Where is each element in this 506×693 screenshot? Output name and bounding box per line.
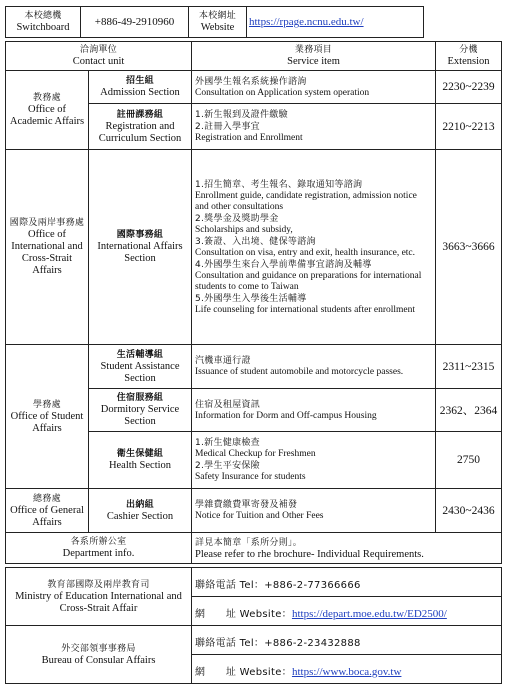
switchboard-table: [5, 6, 424, 38]
header-row: [6, 42, 502, 71]
office-academic-affairs: 教務處 Office of Academic Affairs: [6, 71, 89, 150]
office-student-affairs: 學務處 Office of Student Affairs: [6, 345, 89, 489]
department-service: 詳見本簡章「系所分則」。 Please refer to rhe brochure- Individual Requirements.: [192, 533, 502, 564]
extension-dormitory: 2362、2364: [436, 389, 502, 432]
service-health: 1.新生健康檢查 Medical Checkup for Freshmen 2.學生平安保險 Safety Insurance for students: [192, 432, 436, 489]
boca-website-link[interactable]: https://www.boca.gov.tw: [291, 665, 402, 678]
ministry-of-education: 教育部國際及兩岸教育司 Ministry of Education International and Cross-Strait Affair: [6, 568, 192, 626]
office-international-affairs: 國際及兩岸事務處 Office of International and Cross-Strait Affairs: [6, 150, 89, 345]
service-dormitory: 住宿及租屋資訊 Information for Dorm and Off-campus Housing: [192, 389, 436, 432]
website-label: 本校網址 Website: [189, 7, 247, 38]
office-general-affairs: 總務處 Office of General Affairs: [6, 489, 89, 533]
header-service-item: 業務項目 Service item: [192, 42, 436, 71]
service-international: 1.招生簡章、考生報名、錄取通知等諮詢 Enrollment guide, candidate registration, admission notice and other consultations 2.獎學金及獎助學金 Scholarships and subsidy, 3.簽證、入出境、健保等諮詢 Consultation on visa, entry and exit, health insurance, etc. 4.外國學生來台入學前準備事宜諮詢及輔導 Consultation and guidance on preparations for international students to come to Taiwan 5.外國學生入學後生活輔導 Life counseling for international students after enrollment: [192, 150, 436, 345]
extension-registration: 2210~2213: [436, 104, 502, 150]
section-dormitory: 住宿服務組 Dormitory Service Section: [89, 389, 192, 432]
website-link[interactable]: https://rpage.ncnu.edu.tw/: [247, 7, 424, 38]
section-registration: 註冊課務組 Registration and Curriculum Section: [89, 104, 192, 150]
extension-student-assistance: 2311~2315: [436, 345, 502, 389]
moe-website-link[interactable]: https://depart.moe.edu.tw/ED2500/: [291, 607, 447, 620]
extension-health: 2750: [436, 432, 502, 489]
section-student-assistance: 生活輔導組 Student Assistance Section: [89, 345, 192, 389]
header-contact-unit: 洽詢單位 Contact unit: [6, 42, 192, 71]
section-health: 衛生保健組 Health Section: [89, 432, 192, 489]
service-admission: 外國學生報名系統操作諮詢 Consultation on Application system operation: [192, 71, 436, 104]
moe-website: 網 址 Website：https://depart.moe.edu.tw/ED2500/: [192, 597, 502, 626]
extension-cashier: 2430~2436: [436, 489, 502, 533]
table-row: [6, 568, 502, 597]
table-row: [6, 345, 502, 389]
header-extension: 分機 Extension: [436, 42, 502, 71]
boca-website: 網 址 Website：https://www.boca.gov.tw: [192, 655, 502, 684]
section-international-affairs: 國際事務組 International Affairs Section: [89, 150, 192, 345]
service-cashier: 學雜費繳費單寄發及補發 Notice for Tuition and Other Fees: [192, 489, 436, 533]
table-row: [6, 626, 502, 655]
service-student-assistance: 汽機車通行證 Issuance of student automobile and motorcycle passes.: [192, 345, 436, 389]
table-row: [6, 533, 502, 564]
department-info: 各系所辦公室 Department info.: [6, 533, 192, 564]
boca-tel: 聯絡電話 Tel：+886-2-23432888: [192, 626, 502, 655]
section-admission: 招生組 Admission Section: [89, 71, 192, 104]
switchboard-label: 本校總機 Switchboard: [6, 7, 81, 38]
switchboard-phone: +886-49-2910960: [81, 7, 189, 38]
extension-international: 3663~3666: [436, 150, 502, 345]
section-cashier: 出納組 Cashier Section: [89, 489, 192, 533]
service-registration: 1.新生報到及證件繳驗 2.註冊入學事宜 Registration and Enrollment: [192, 104, 436, 150]
table-row: [6, 489, 502, 533]
extension-admission: 2230~2239: [436, 71, 502, 104]
contact-table: [5, 41, 502, 684]
moe-tel: 聯絡電話 Tel：+886-2-77366666: [192, 568, 502, 597]
bureau-of-consular-affairs: 外交部領事事務局 Bureau of Consular Affairs: [6, 626, 192, 684]
table-row: [6, 71, 502, 104]
table-row: [6, 150, 502, 345]
